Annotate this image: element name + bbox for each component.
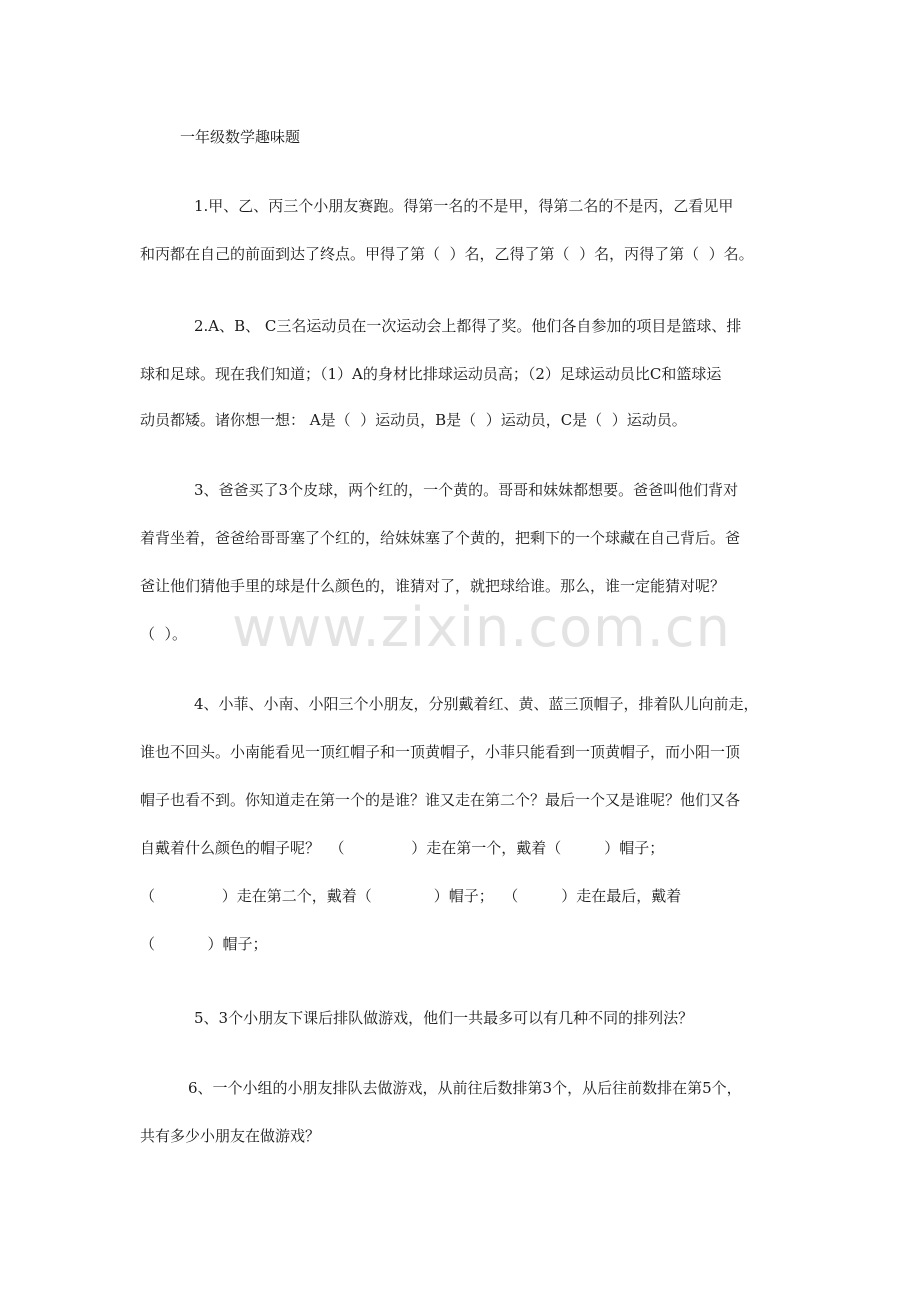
question-3-line-4: （ ）。 [140, 625, 188, 643]
question-1-line-2: 和丙都在自己的前面到达了终点。甲得了第（ ）名，乙得了第（ ）名，丙得了第（ ）名。 [140, 245, 754, 263]
question-4-line-4: 自戴着什么颜色的帽子呢？ （ ）走在第一个，戴着（ ）帽子； [140, 839, 665, 857]
question-3-line-1: 3、爸爸买了3个皮球，两个红的，一个黄的。哥哥和妹妹都想要。爸爸叫他们背对 [194, 481, 739, 499]
question-4-line-1: 4、小菲、小南、小阳三个小朋友，分别戴着红、黄、蓝三顶帽子，排着队儿向前走， [194, 695, 759, 713]
question-4-line-3: 帽子也看不到。你知道走在第一个的是谁？谁又走在第二个？最后一个又是谁呢？他们又各 [140, 791, 741, 809]
question-3-line-2: 着背坐着，爸爸给哥哥塞了个红的，给妹妹塞了个黄的，把剩下的一个球藏在自己背后。爸 [140, 529, 741, 547]
document-title: 一年级数学趣味题 [180, 128, 301, 146]
question-4-line-5: （ ）走在第二个，戴着（ ）帽子； （ ）走在最后，戴着 [140, 887, 682, 905]
question-2-line-1: 2.A、B、 C三名运动员在一次运动会上都得了奖。他们各自参加的项目是篮球、排 [194, 317, 742, 335]
question-1-line-1: 1.甲、乙、丙三个小朋友赛跑。得第一名的不是甲，得第二名的不是丙，乙看见甲 [194, 197, 734, 215]
question-2-line-2: 球和足球。现在我们知道；（1）A的身材比排球运动员高；（2）足球运动员比C和篮球运 [140, 365, 722, 383]
watermark-text: www.zixin.com.cn [232, 596, 731, 659]
question-2-line-3: 动员都矮。诸你想一想： A是（ ）运动员，B是（ ）运动员，C是（ ）运动员。 [140, 411, 687, 429]
question-4-line-2: 谁也不回头。小南能看见一顶红帽子和一顶黄帽子，小菲只能看到一顶黄帽子，而小阳一顶 [140, 743, 741, 761]
question-6-line-2: 共有多少小朋友在做游戏？ [140, 1127, 321, 1145]
question-6-line-1: 6、一个小组的小朋友排队去做游戏，从前往后数排第3个，从后往前数排在第5个， [188, 1079, 742, 1097]
question-3-line-3: 爸让他们猜他手里的球是什么颜色的，谁猜对了，就把球给谁。那么，谁一定能猜对呢？ [140, 577, 726, 595]
question-4-line-6: （ ）帽子； [140, 935, 268, 953]
question-5-line-1: 5、3个小朋友下课后排队做游戏，他们一共最多可以有几种不同的排列法？ [194, 1009, 694, 1027]
